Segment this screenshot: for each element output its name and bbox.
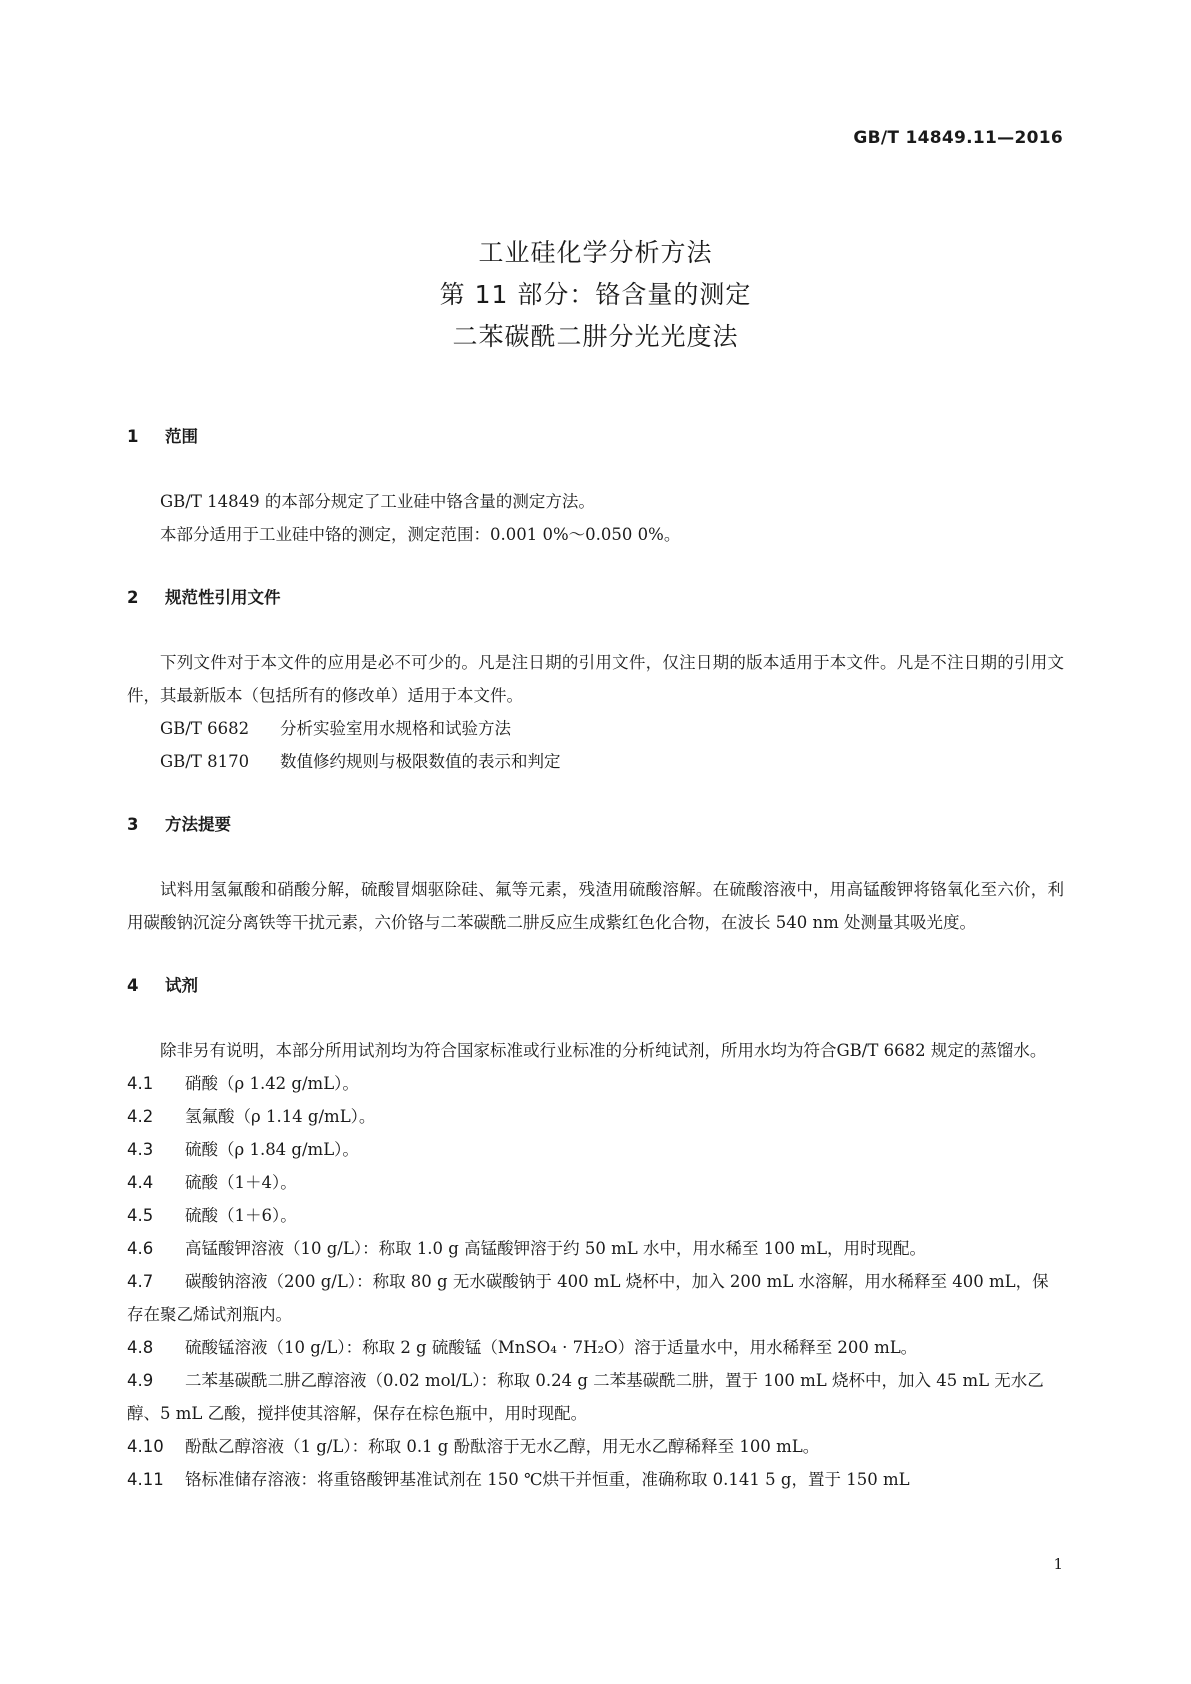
standard-code: GB/T 14849.11—2016	[853, 128, 1063, 148]
section-reagents	[127, 969, 1064, 1496]
reference-item: GB/T 6682 分析实验室用水规格和试验方法	[160, 719, 511, 738]
clause-item: 4.8 硫酸锰溶液（10 g/L）：称取 2 g 硫酸锰（MnSO₄ · 7H₂O）溶于适量水中，用水稀释至 200 mL。	[127, 1338, 918, 1357]
title-line-3: 二苯碳酰二肼分光光度法	[452, 322, 739, 351]
paragraph: 本部分适用于工业硅中铬的测定，测定范围：0.001 0%～0.050 0%。	[160, 525, 681, 544]
clause-item: 4.6 高锰酸钾溶液（10 g/L）：称取 1.0 g 高锰酸钾溶于约 50 mL 水中，用水稀至 100 mL，用时现配。	[127, 1239, 927, 1258]
section-heading: 3 方法提要	[127, 815, 231, 834]
document-body	[127, 420, 1064, 1526]
clause-item: 4.11 铬标准储存溶液：将重铬酸钾基准试剂在 150 ℃烘干并恒重，准确称取 0.141 5 g，置于 150 mL	[127, 1470, 910, 1489]
document-title	[0, 232, 1191, 358]
title-line-2: 第 11 部分：铬含量的测定	[439, 280, 752, 309]
clause-item: 4.3 硫酸（ρ 1.84 g/mL）。	[127, 1140, 359, 1159]
section-method-summary	[127, 808, 1064, 939]
paragraph: 除非另有说明，本部分所用试剂均为符合国家标准或行业标准的分析纯试剂，所用水均为符合GB/T 6682 规定的蒸馏水。	[160, 1041, 1047, 1060]
clause-item: 4.2 氢氟酸（ρ 1.14 g/mL）。	[127, 1107, 376, 1126]
clause-item: 4.7 碳酸钠溶液（200 g/L）：称取 80 g 无水碳酸钠于 400 mL 烧杯中，加入 200 mL 水溶解，用水稀释至 400 mL，保存在聚乙烯试剂瓶内。	[127, 1272, 1049, 1324]
clause-item: 4.9 二苯基碳酰二肼乙醇溶液（0.02 mol/L）：称取 0.24 g 二苯基碳酰二肼，置于 100 mL 烧杯中，加入 45 mL 无水乙醇、5 mL 乙酸，搅拌使其溶解，保存在棕色瓶中，用时现配。	[127, 1371, 1044, 1423]
reference-item: GB/T 8170 数值修约规则与极限数值的表示和判定	[160, 752, 561, 771]
section-heading: 1 范围	[127, 427, 198, 446]
paragraph: 下列文件对于本文件的应用是必不可少的。凡是注日期的引用文件，仅注日期的版本适用于本文件。凡是不注日期的引用文件，其最新版本（包括所有的修改单）适用于本文件。	[127, 653, 1064, 705]
clause-item: 4.4 硫酸（1＋4）。	[127, 1173, 297, 1192]
clause-item: 4.1 硝酸（ρ 1.42 g/mL）。	[127, 1074, 359, 1093]
section-heading: 4 试剂	[127, 976, 198, 995]
page-number: 1	[1053, 1555, 1063, 1573]
paragraph: GB/T 14849 的本部分规定了工业硅中铬含量的测定方法。	[160, 492, 595, 511]
paragraph: 试料用氢氟酸和硝酸分解，硫酸冒烟驱除硅、氟等元素，残渣用硫酸溶解。在硫酸溶液中，用高锰酸钾将铬氧化至六价，利用碳酸钠沉淀分离铁等干扰元素，六价铬与二苯碳酰二肼反应生成紫红色化合物，在波长 540 nm 处测量其吸光度。	[127, 880, 1064, 932]
title-line-1: 工业硅化学分析方法	[478, 238, 713, 267]
clause-item: 4.10 酚酞乙醇溶液（1 g/L）：称取 0.1 g 酚酞溶于无水乙醇，用无水乙醇稀释至 100 mL。	[127, 1437, 820, 1456]
section-heading: 2 规范性引用文件	[127, 588, 281, 607]
section-normative-references	[127, 581, 1064, 778]
section-scope	[127, 420, 1064, 551]
clause-item: 4.5 硫酸（1＋6）。	[127, 1206, 297, 1225]
